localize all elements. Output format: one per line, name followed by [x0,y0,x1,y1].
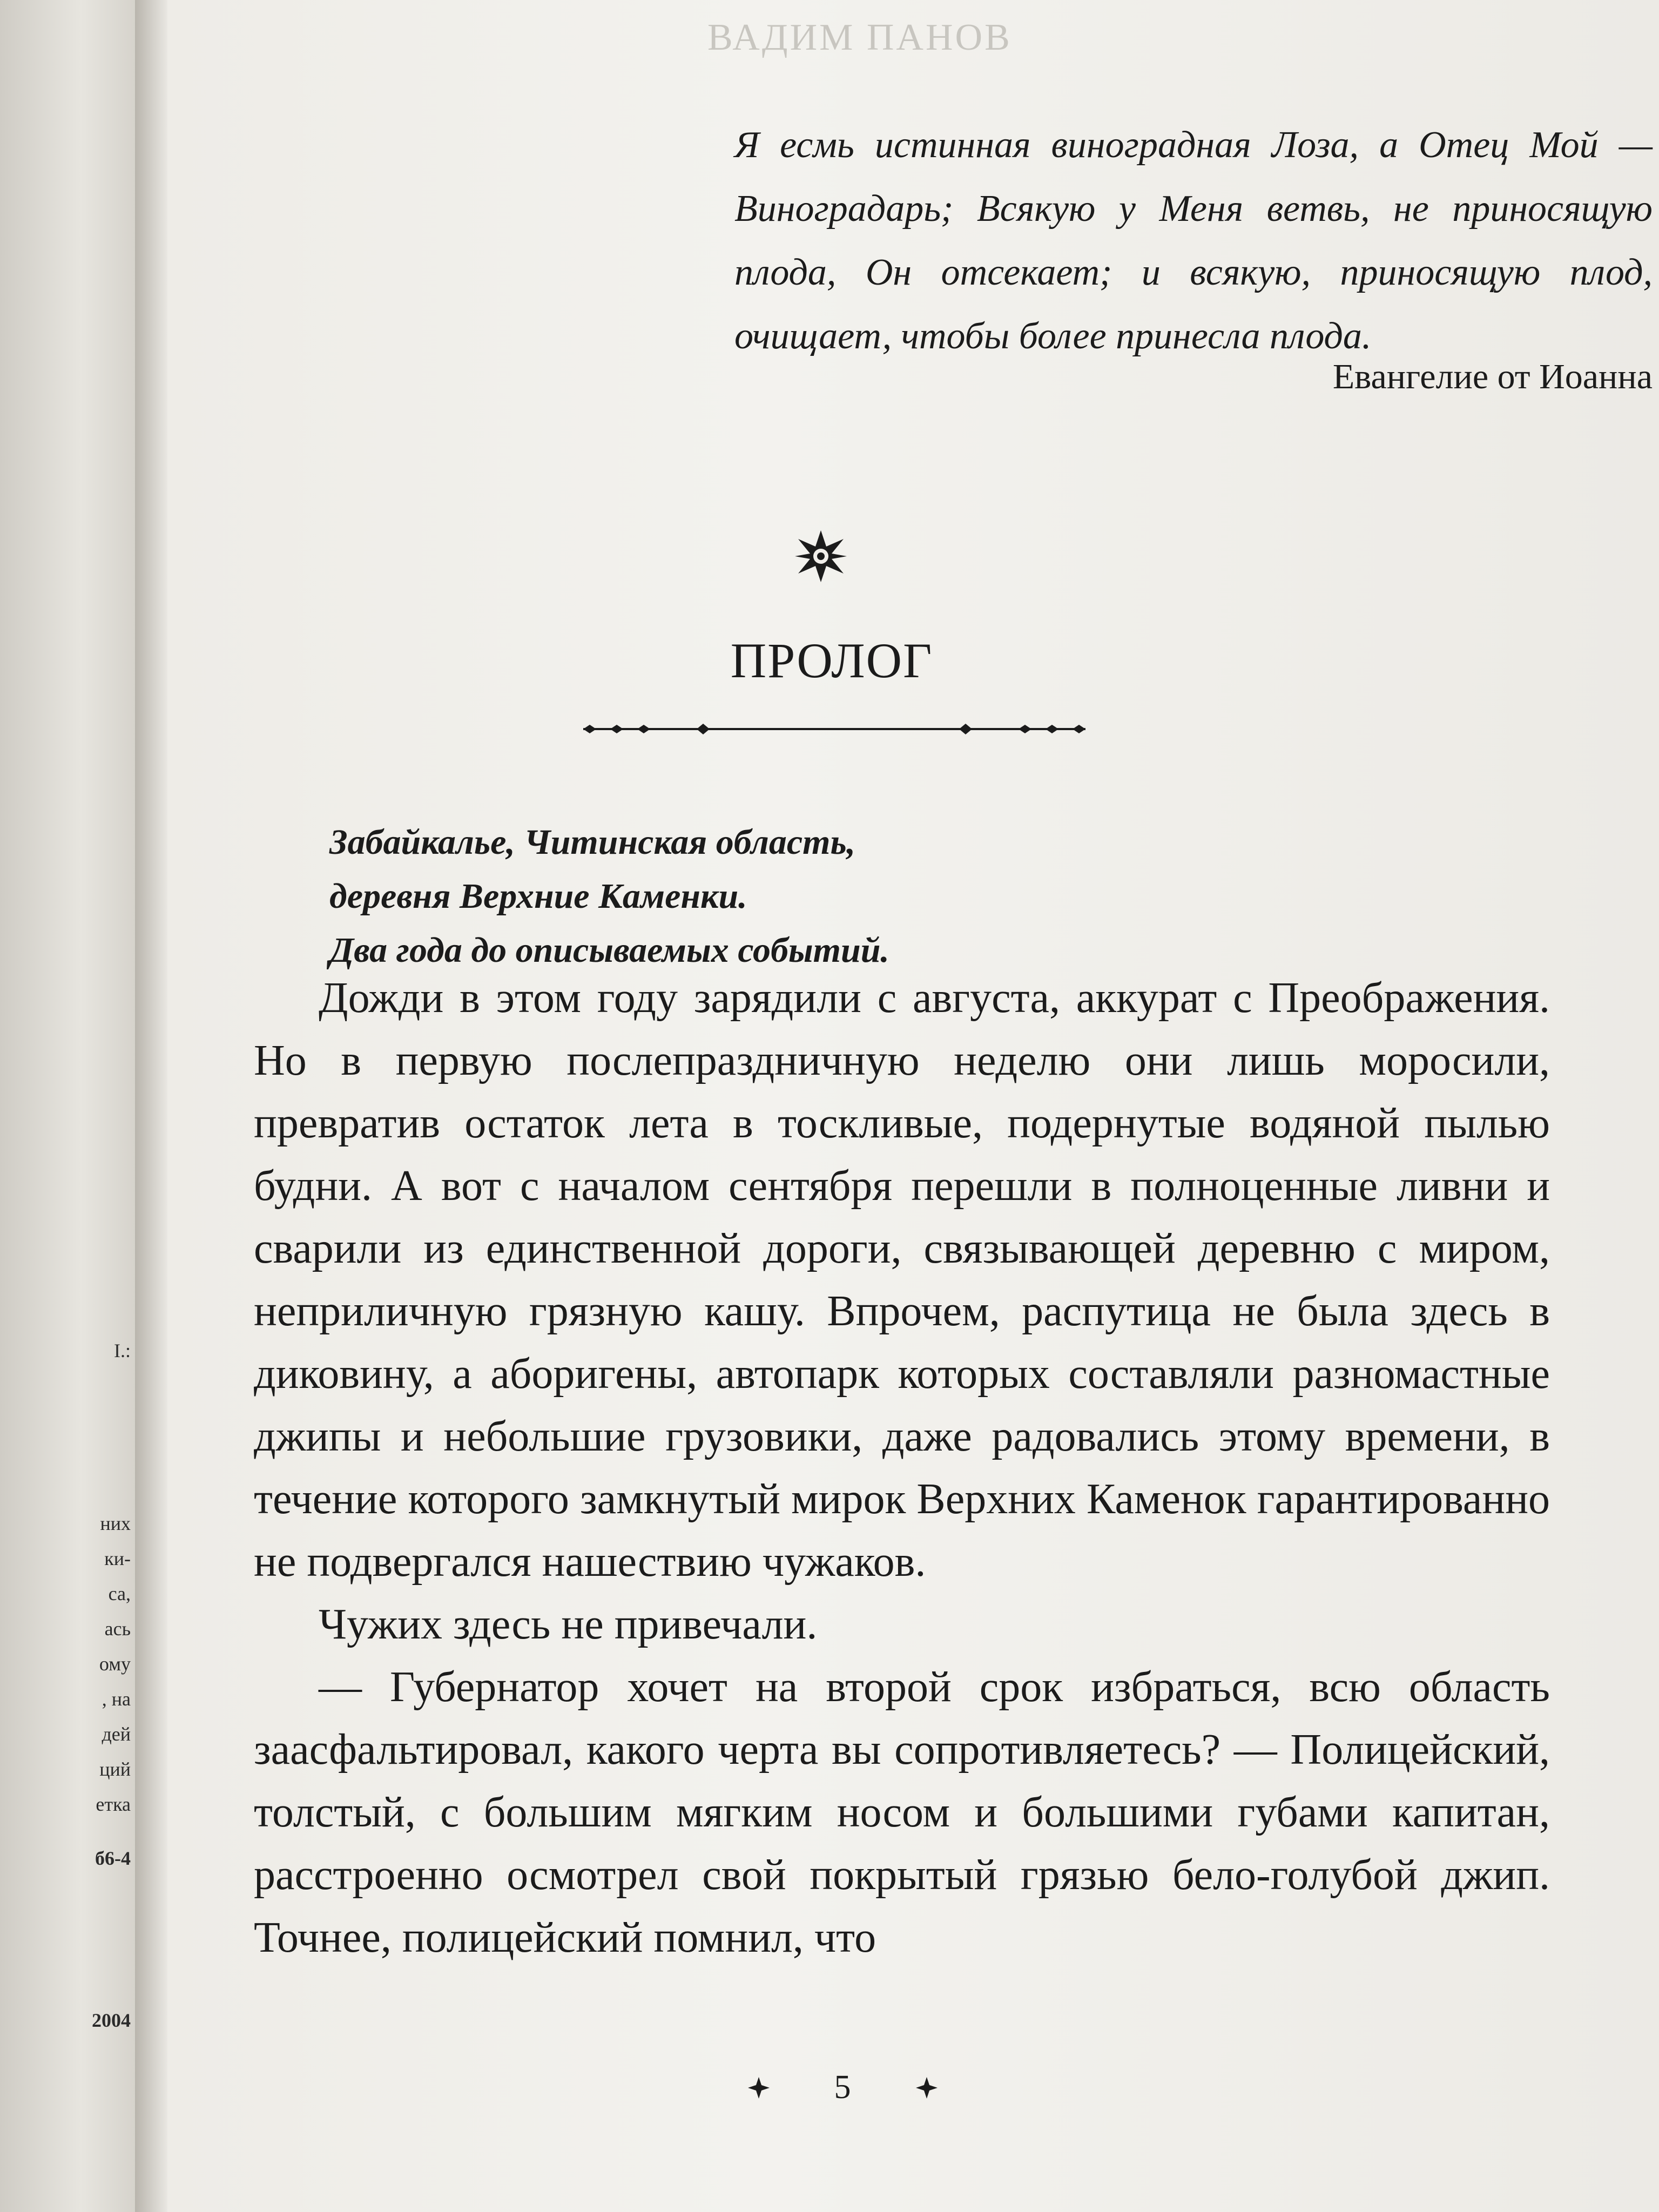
running-head: ВАДИМ ПАНОВ [707,17,1012,58]
paragraph: Дожди в этом году зарядили с августа, аккурат с Преображения. Но в первую послепраздничную неделю они лишь моросили, превратив остаток лета в тоскливые, подернутые водяной пылью будни. А вот с началом сентября перешли в полноценные ливни и сварили из единственной дороги, связывающей деревню с миром, неприличную грязную кашу. Впрочем, распутица не была здесь в диковину, а аборигены, автопарк которых составляли разномастные джипы и небольшие грузовики, даже радовались этому времени, в течение которого замкнутый мирок Верхних Каменок гарантированно не подвергался нашествию чужаков. [254,974,1550,1586]
four-point-star-icon [748,2077,770,2099]
epigraph-source: Евангелие от Иоанна [1332,357,1653,396]
facing-page-fragment: 2004 [92,2009,131,2031]
book-gutter [135,0,167,2212]
book-page [167,0,1659,2212]
setting-block [329,815,1247,977]
body-text [254,967,1550,1969]
page-number: 5 [834,2069,851,2106]
epigraph-text: Я есмь истинная виноградная Лоза, а Отец Мой — Виноградарь; Всякую у Меня ветвь, не приносящую плода, Он отсекает; и всякую, приносящую плод, очищает, чтобы более принесла плода. [734,124,1653,357]
facing-page-fragment: I.: [114,1340,131,1361]
setting-line: деревня Верхние Каменки. [329,876,747,916]
facing-page-fragment: них [100,1513,131,1534]
facing-page-fragment: , на [102,1688,131,1710]
eight-point-star-icon [794,529,848,583]
setting-line: Забайкалье, Читинская область, [329,822,856,862]
paragraph: Чужих здесь не привечали. [319,1601,818,1648]
paragraph: — Губернатор хочет на второй срок избраться, всю область заасфальтировал, какого черта вы сопротивляетесь? — Полицейский, толстый, с большим мягким носом и большими губами капитан, расстроенно осмотрел свой покрытый грязью бело-голубой джип. Точнее, полицейский помнил, что [254,1663,1550,1961]
setting-line: Два года до описываемых событий. [329,930,889,970]
chapter-title: ПРОЛОГ [730,633,933,688]
facing-page-fragment: ций [99,1758,131,1780]
facing-page-fragment: са, [108,1583,131,1604]
facing-page-fragment: ась [104,1618,131,1640]
facing-page-fragment: ки- [104,1548,131,1569]
four-point-star-icon [916,2077,938,2099]
diamond-rule-icon [578,718,1091,740]
facing-page-fragment: етка [96,1793,131,1815]
facing-page-fragment: ому [99,1653,131,1675]
facing-page-fragment: б6-4 [95,1847,131,1869]
page-footer [653,2068,1031,2107]
facing-page-fragment: дей [102,1723,131,1745]
facing-page-edge [0,0,135,2212]
